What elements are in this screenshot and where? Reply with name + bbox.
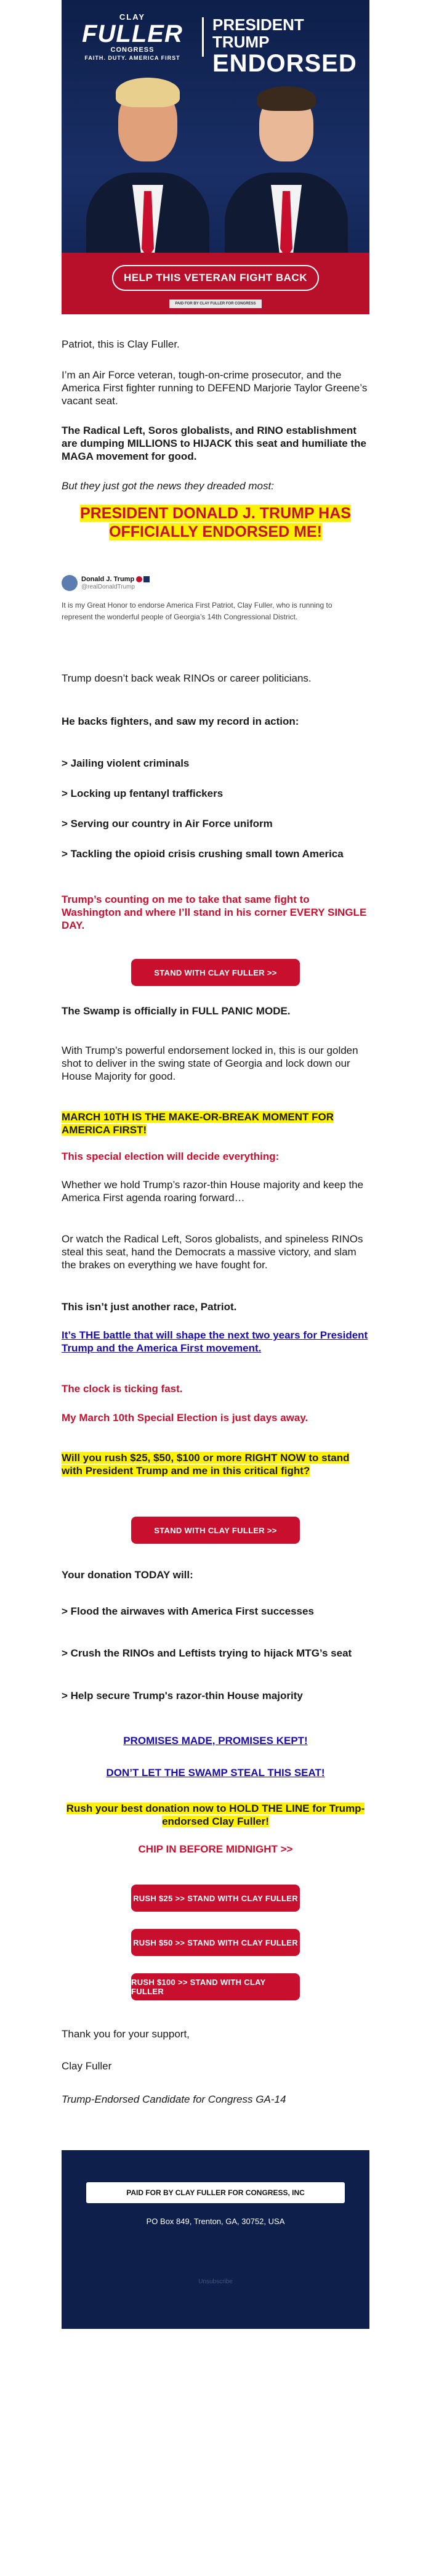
logo-last-name: FULLER [82, 20, 183, 47]
rush-ask-paragraph [62, 1451, 369, 1477]
record-item: > Locking up fentanyl traffickers [62, 788, 224, 799]
trump-portrait [86, 74, 209, 259]
golden-shot-paragraph: With Trump’s powerful endorsement locked in, this is our golden shot to deliver in the swing state of Georgia and lock down our House Majority for good. [62, 1045, 358, 1082]
battle-link[interactable]: It’s THE battle that will shape the next two years for President Trump and the America First movement. [62, 1329, 368, 1354]
chip-in-link[interactable]: CHIP IN BEFORE MIDNIGHT >> [138, 1843, 293, 1855]
fuller-portrait [225, 74, 348, 259]
rush-best-highlight[interactable]: Rush your best donation now to HOLD THE LINE for Trump-endorsed Clay Fuller! [66, 1803, 365, 1827]
special-election-paragraph: This special election will decide everything: [62, 1151, 280, 1162]
will-list-item: > Help secure Trump's razor-thin House majority [62, 1690, 303, 1702]
greeting: Patriot, this is Clay Fuller. [62, 338, 180, 350]
endorsement-headline [62, 504, 369, 541]
unsubscribe-link[interactable]: Unsubscribe [198, 2278, 233, 2285]
endorsement-header [212, 16, 360, 76]
hero-paid-for-box: PAID FOR BY CLAY FULLER FOR CONGRESS [169, 300, 262, 308]
swamp-panic-paragraph: The Swamp is officially in FULL PANIC MODE. [62, 1005, 291, 1017]
endorsement-headline-text: PRESIDENT DONALD J. TRUMP HAS OFFICIALLY ENDORSED ME! [80, 505, 351, 540]
hero-header [62, 0, 369, 77]
not-another-race-paragraph: This isn’t just another race, Patriot. [62, 1301, 237, 1313]
counting-on-me-paragraph: Trump’s counting on me to take that same fight to Washington and where I’ll stand in his corner EVERY SINGLE DAY. [62, 894, 367, 931]
rush-25-button[interactable]: RUSH $25 >> STAND WITH CLAY FULLER [131, 1885, 300, 1912]
logo-congress: CONGRESS [110, 46, 155, 54]
stand-with-clay-button[interactable]: STAND WITH CLAY FULLER >> [131, 1517, 300, 1544]
logo-first-name: CLAY [119, 12, 146, 22]
backs-fighters-paragraph: He backs fighters, and saw my record in action: [62, 715, 299, 727]
campaign-logo [80, 12, 185, 62]
march-10-highlight: MARCH 10TH IS THE MAKE-OR-BREAK MOMENT FOR AMERICA FIRST! [62, 1111, 334, 1136]
trump-endorsement-post[interactable] [62, 575, 369, 655]
dont-let-line [62, 1766, 369, 1779]
record-item: > Tackling the opioid crisis crushing small town America [62, 848, 344, 860]
post-text: It is my Great Honor to endorse America First Patriot, Clay Fuller, who is running to represent the wonderful people of Georgia’s 14th Congressional District. [62, 601, 332, 621]
donation-will-paragraph: Your donation TODAY will: [62, 1569, 193, 1581]
portrait-hair [257, 86, 316, 111]
doesnt-back-paragraph: Trump doesn’t back weak RINOs or career politicians. [62, 672, 312, 684]
rush-best-line [62, 1802, 369, 1828]
thanks-line: Thank you for your support, [62, 2028, 190, 2040]
dont-let-link[interactable]: DON’T LET THE SWAMP STEAL THIS SEAT! [106, 1767, 325, 1779]
rush-100-button[interactable]: RUSH $100 >> STAND WITH CLAY FULLER [131, 1973, 300, 2000]
help-veteran-button[interactable]: HELP THIS VETERAN FIGHT BACK [112, 265, 319, 291]
battle-paragraph [62, 1329, 369, 1355]
whether-paragraph: Whether we hold Trump’s razor-thin House majority and keep the America First agenda roaring forward… [62, 1179, 364, 1204]
post-author [81, 576, 150, 583]
mailing-address: PO Box 849, Trenton, GA, 30752, USA [146, 2217, 285, 2226]
hero-cta-band [62, 253, 369, 314]
email-footer [62, 2150, 369, 2329]
days-away-paragraph: My March 10th Special Election is just days away. [62, 1412, 308, 1424]
stand-with-clay-button[interactable]: STAND WITH CLAY FULLER >> [131, 959, 300, 986]
post-handle: @realDonaldTrump [81, 584, 135, 590]
endorsement-line-1: PRESIDENT TRUMP [212, 15, 304, 51]
signature: Clay Fuller [62, 2060, 112, 2072]
promises-line [62, 1734, 369, 1747]
march-10-paragraph [62, 1111, 369, 1136]
portrait-hair [116, 78, 180, 107]
email-body [62, 0, 369, 2285]
hero-banner[interactable] [62, 0, 369, 314]
rush-ask-highlight: Will you rush $25, $50, $100 or more RIGHT NOW to stand with President Trump and me in this critical fight? [62, 1452, 350, 1477]
endorsement-line-2: ENDORSED [212, 50, 357, 77]
record-item: > Jailing violent criminals [62, 757, 190, 769]
verified-badge-icon [136, 576, 142, 582]
paid-for-box: PAID FOR BY CLAY FULLER FOR CONGRESS, INC [86, 2182, 345, 2203]
or-watch-paragraph: Or watch the Radical Left, Soros globalists, and spineless RINOs steal this seat, hand the Democrats a massive victory, and slam the brakes on everything we have fought for. [62, 1233, 363, 1271]
record-item: > Serving our country in Air Force uniform [62, 818, 273, 829]
radical-left-paragraph: The Radical Left, Soros globalists, and RINO establishment are dumping MILLIONS to HIJACK this seat and humiliate the MAGA movement for good. [62, 425, 366, 462]
promises-link[interactable]: PROMISES MADE, PROMISES KEPT! [123, 1735, 308, 1747]
avatar [62, 575, 78, 591]
header-divider [202, 17, 204, 57]
but-news-paragraph: But they just got the news they dreaded most: [62, 480, 274, 492]
rush-50-button[interactable]: RUSH $50 >> STAND WITH CLAY FULLER [131, 1929, 300, 1956]
candidate-title: Trump-Endorsed Candidate for Congress GA-14 [62, 2093, 286, 2105]
intro-paragraph: I’m an Air Force veteran, tough-on-crime prosecutor, and the America First fighter running to DEFEND Marjorie Taylor Greene’s vacant seat. [62, 369, 368, 407]
will-list-item: > Flood the airwaves with America First successes [62, 1605, 314, 1617]
logo-tagline: FAITH. DUTY. AMERICA FIRST [84, 55, 180, 61]
flag-icon [143, 576, 150, 582]
post-author-name: Donald J. Trump [81, 576, 135, 583]
clock-paragraph: The clock is ticking fast. [62, 1383, 183, 1395]
will-list-item: > Crush the RINOs and Leftists trying to hijack MTG’s seat [62, 1647, 352, 1659]
